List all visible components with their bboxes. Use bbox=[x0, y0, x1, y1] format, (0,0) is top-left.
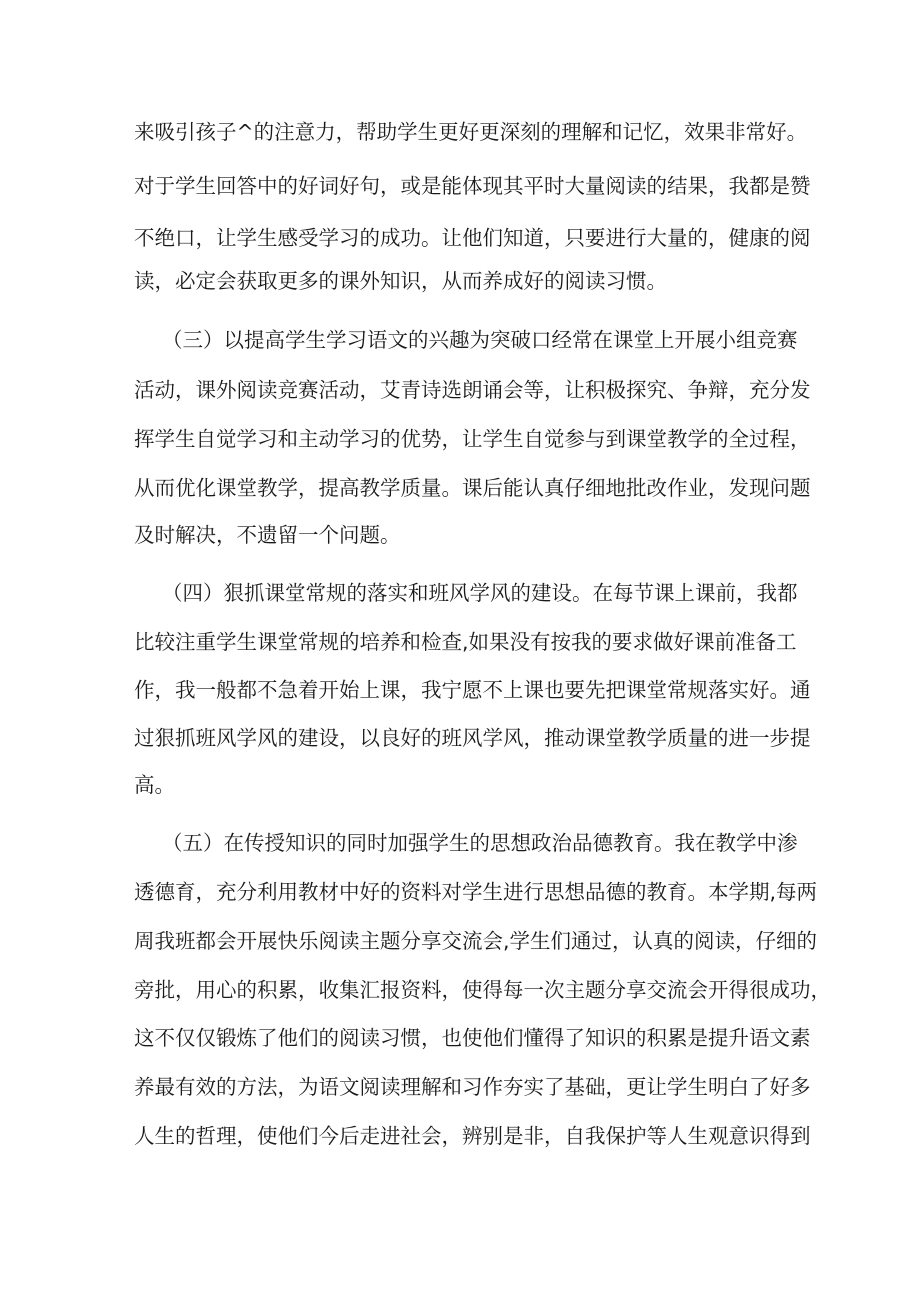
text-line: 挥学生自觉学习和主动学习的优势，让学生自觉参与到课堂教学的全过程， bbox=[134, 427, 811, 451]
text-line: 养最有效的方法，为语文阅读理解和习作夯实了基础，更让学生明白了好多 bbox=[134, 1075, 811, 1099]
text-line: 比较注重学生课堂常规的培养和检查,如果没有按我的要求做好课前准备工 bbox=[134, 630, 797, 654]
text-line: 对于学生回答中的好词好句，或是能体现其平时大量阅读的结果，我都是赞 bbox=[134, 174, 811, 198]
text-line: 旁批，用心的积累，收集汇报资料，使得每一次主题分享交流会开得很成功， bbox=[134, 978, 831, 1002]
text-line: 来吸引孩子^的注意力，帮助学生更好更深刻的理解和记忆，效果非常好。 bbox=[134, 120, 808, 144]
text-line: 读，必定会获取更多的课外知识，从而养成好的阅读习惯。 bbox=[134, 269, 667, 293]
text-line: 这不仅仅锻炼了他们的阅读习惯，也使他们懂得了知识的积累是提升语文素 bbox=[134, 1026, 811, 1050]
paragraph-heading-3: （三）以提高学生学习语文的兴趣为突破口经常在课堂上开展小组竞赛 bbox=[162, 328, 798, 352]
text-line: 透德育，充分利用教材中好的资料对学生进行思想品德的教育。本学期,每两 bbox=[134, 880, 818, 904]
paragraph-heading-5: （五）在传授知识的同时加强学生的思想政治品德教育。我在教学中渗 bbox=[162, 831, 798, 855]
text-line: 高。 bbox=[134, 773, 175, 797]
text-line: 及时解决，不遗留一个问题。 bbox=[134, 523, 401, 547]
text-line: 不绝口，让学生感受学习的成功。让他们知道，只要进行大量的，健康的阅 bbox=[134, 226, 811, 250]
text-line: 周我班都会开展快乐阅读主题分享交流会,学生们通过，认真的阅读，仔细的 bbox=[134, 929, 818, 953]
text-line: 从而优化课堂教学，提高教学质量。课后能认真仔细地批改作业，发现问题 bbox=[134, 476, 811, 500]
text-line: 人生的哲理，使他们今后走进社会，辨别是非，自我保护等人生观意识得到 bbox=[134, 1124, 811, 1148]
text-line: 活动，课外阅读竞赛活动，艾青诗选朗诵会等，让积极探究、争辩，充分发 bbox=[134, 378, 811, 402]
paragraph-heading-4: （四）狠抓课堂常规的落实和班风学风的建设。在每节课上课前，我都 bbox=[162, 581, 798, 605]
text-line: 过狠抓班风学风的建设，以良好的班风学风，推动课堂教学质量的进一步提 bbox=[134, 726, 811, 750]
text-line: 作，我一般都不急着开始上课，我宁愿不上课也要先把课堂常规落实好。通 bbox=[134, 678, 811, 702]
